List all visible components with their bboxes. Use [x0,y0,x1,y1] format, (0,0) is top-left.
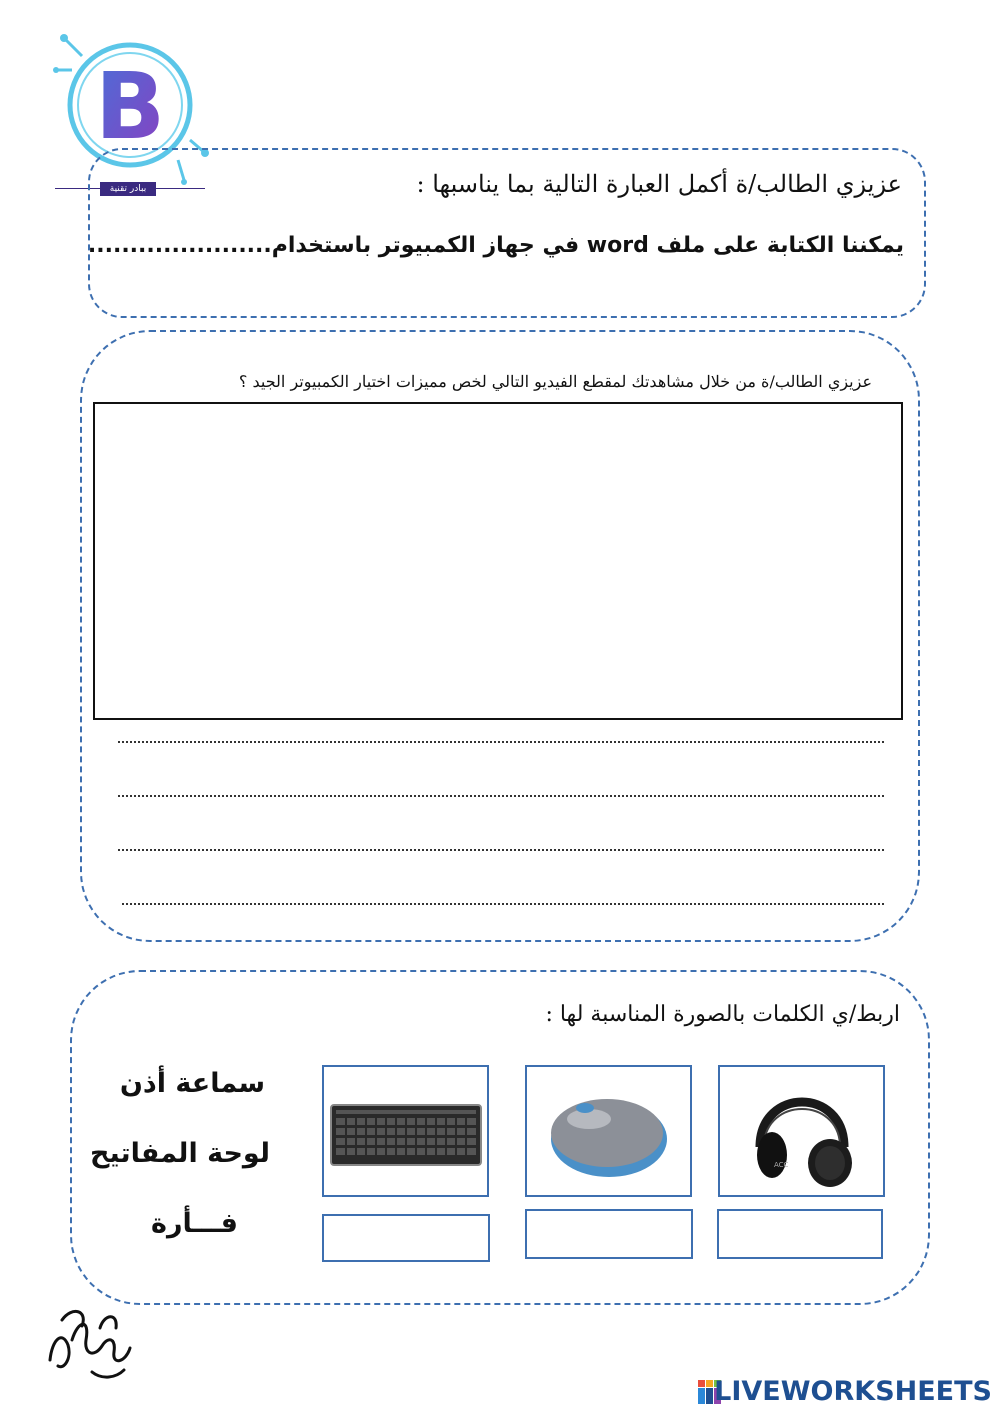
word-headphones[interactable]: سماعة أذن [119,1068,265,1099]
section1-sentence[interactable]: يمكننا الكتابة على ملف word في جهاز الكمبيوتر باستخدام...................... [87,233,904,258]
keyboard-answer-box[interactable] [322,1214,490,1262]
section3-prompt: اربط/ي الكلمات بالصورة المناسبة لها : [545,1002,900,1027]
headphones-answer-box[interactable] [717,1209,883,1259]
section2-prompt: عزيزي الطالب/ة من خلال مشاهدتك لمقطع الفيديو التالي لخص مميزات اختيار الكمبيوتر الجيد ؟ [238,372,872,391]
answer-line-2[interactable] [118,795,884,797]
headphones-icon [720,1067,883,1195]
mouse-answer-box[interactable] [525,1209,693,1259]
word-mouse[interactable]: فـــأرة [151,1208,238,1239]
svg-text:B: B [94,53,166,160]
answer-line-4[interactable] [122,903,884,905]
headphones-image-box [718,1065,885,1197]
svg-text:ACC: ACC [774,1161,789,1169]
word-keyboard[interactable]: لوحة المفاتيح [90,1138,270,1169]
mouse-image-box [525,1065,692,1197]
signature-calligraphy [42,1300,137,1388]
keyboard-icon [324,1067,487,1195]
answer-line-1[interactable] [118,741,884,743]
mouse-icon [527,1067,690,1195]
video-answer-box[interactable] [93,402,903,720]
keyboard-image-box [322,1065,489,1197]
section1-prompt: عزيزي الطالب/ة أكمل العبارة التالية بما يناسبها : [416,170,902,198]
logo-caption: ببادر تقنية [100,182,156,196]
answer-line-3[interactable] [118,849,884,851]
liveworksheets-brand[interactable]: LIVEWORKSHEETS [714,1376,992,1407]
